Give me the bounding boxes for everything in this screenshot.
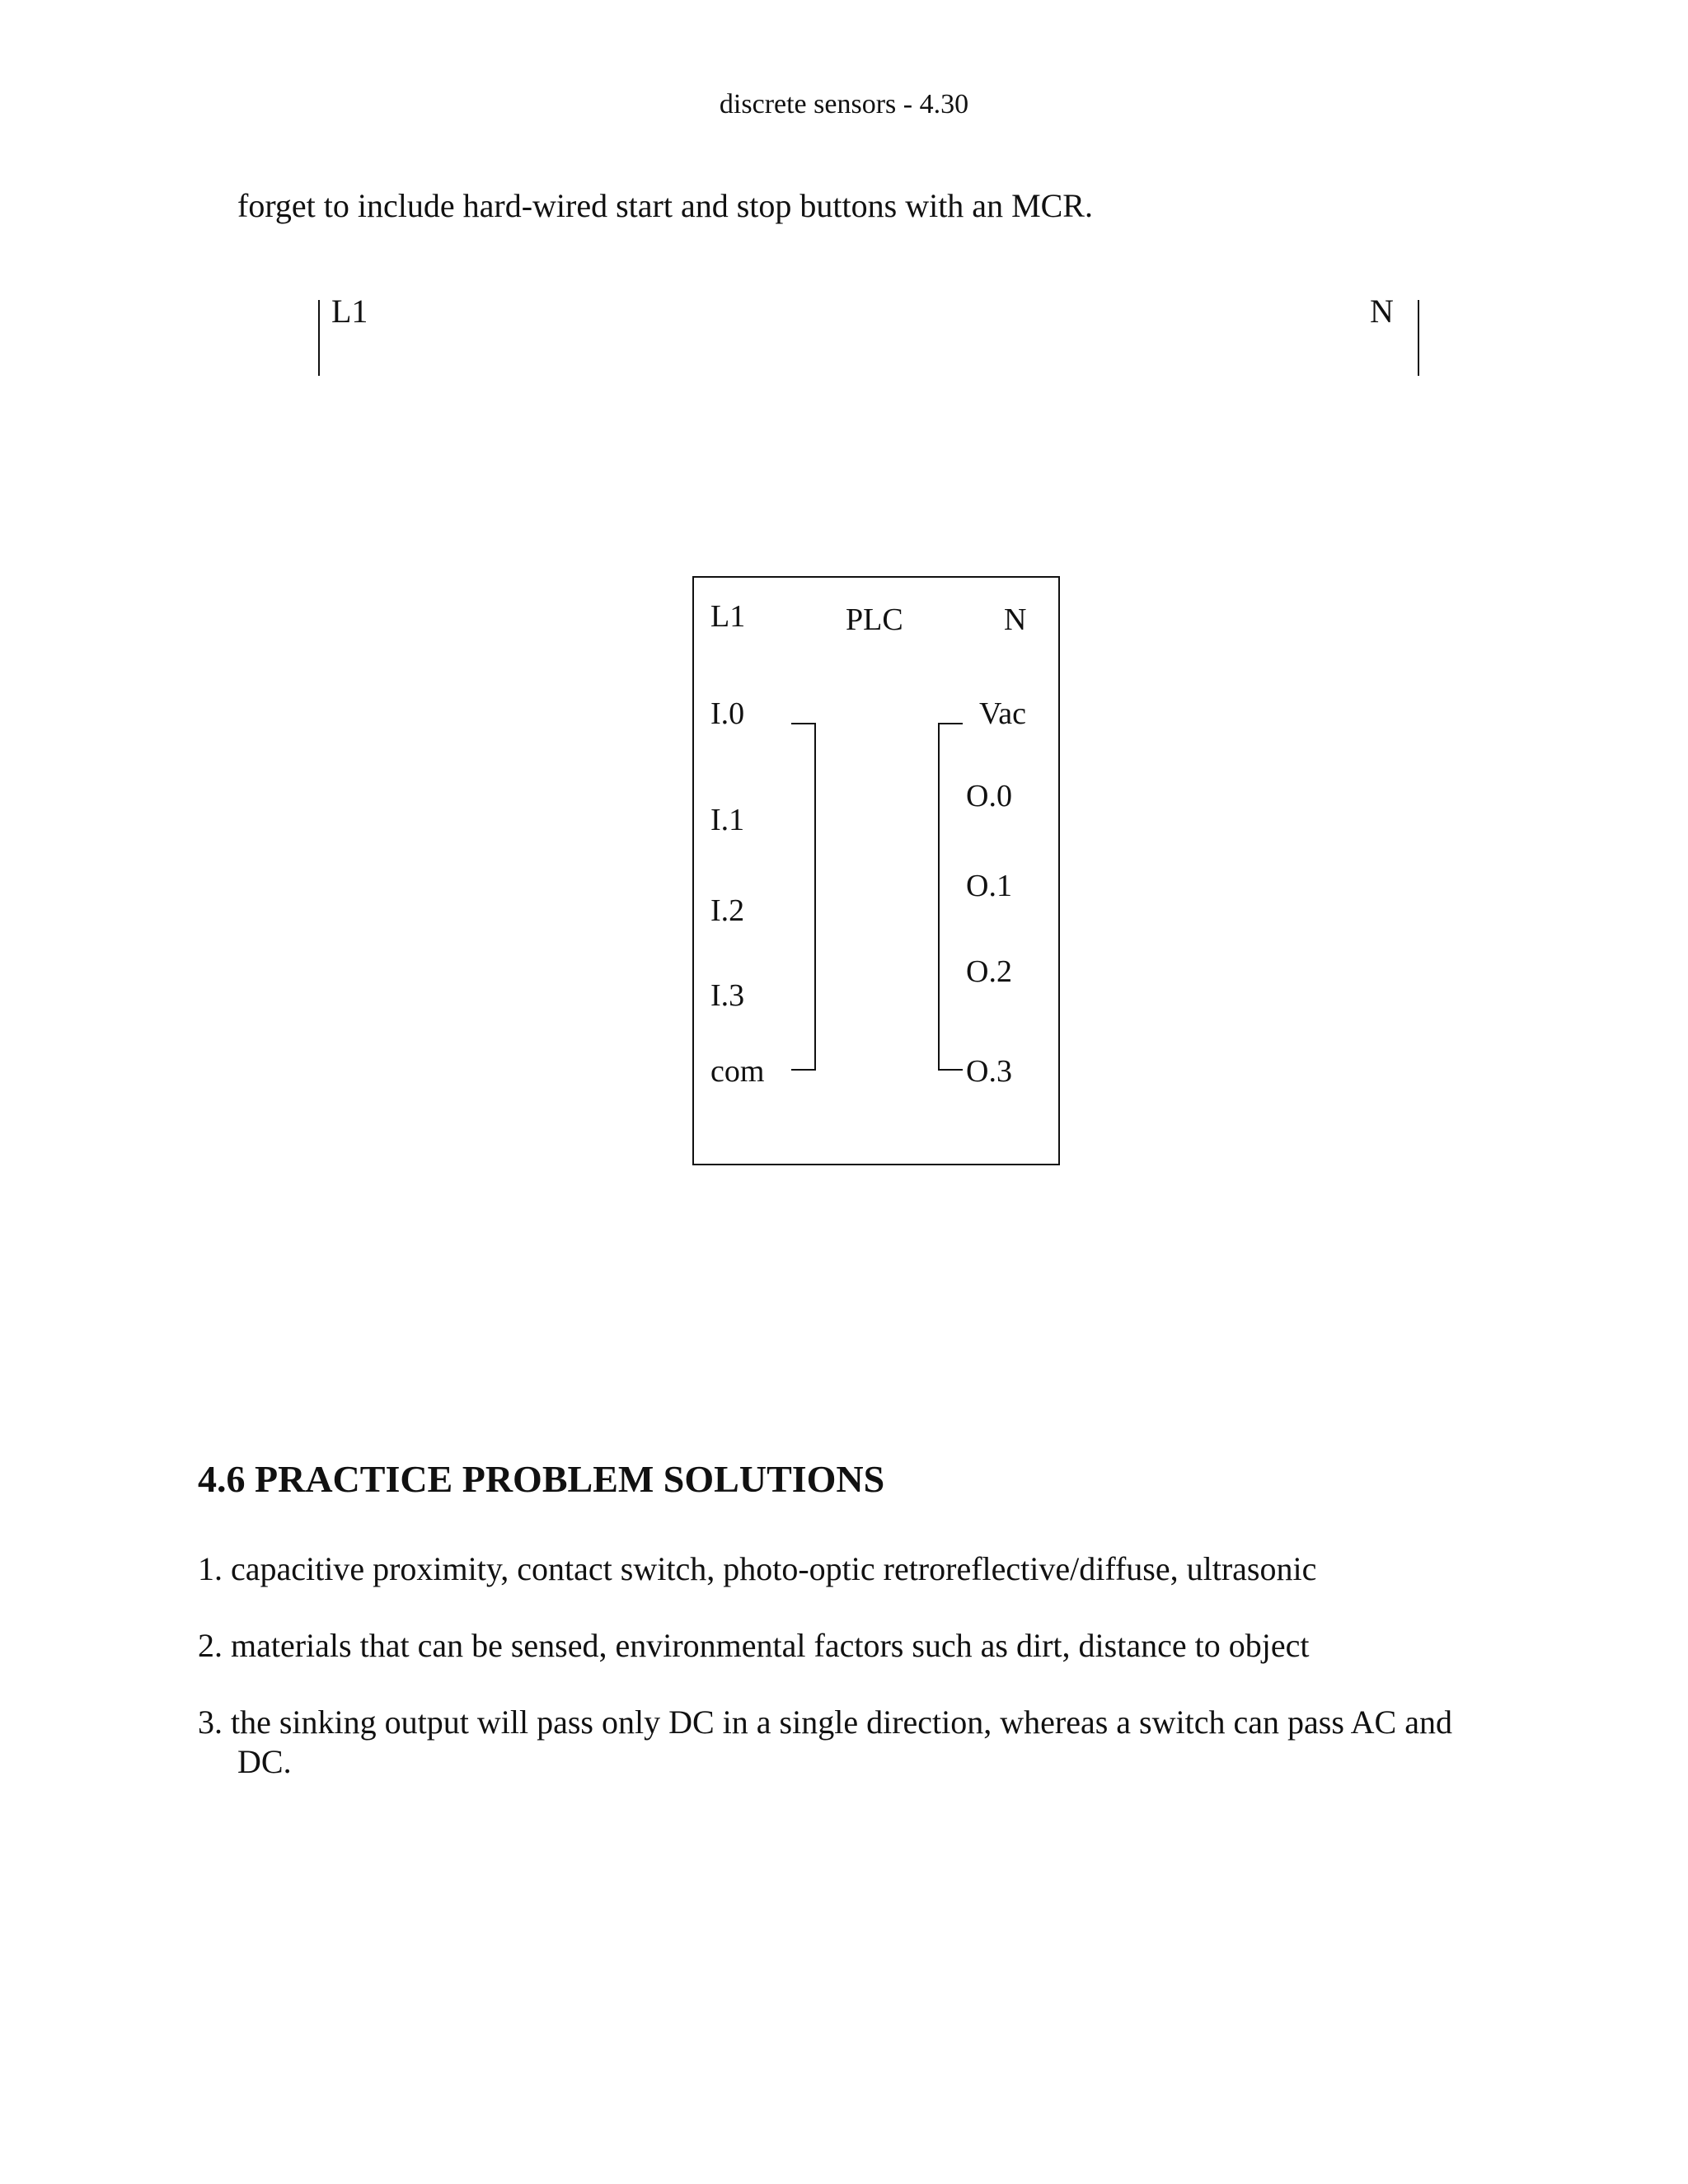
l1-rail-label: L1 xyxy=(331,293,368,330)
input-terminal-i1: I.1 xyxy=(710,803,745,837)
plc-l1-terminal: L1 xyxy=(710,599,746,634)
output-terminal-o0: O.0 xyxy=(966,779,1012,813)
input-terminal-i2: I.2 xyxy=(710,893,745,928)
input-group-bracket xyxy=(791,723,816,1071)
output-terminal-o1: O.1 xyxy=(966,869,1012,903)
l1-rail-line xyxy=(318,300,320,376)
page-header: discrete sensors - 4.30 xyxy=(719,89,969,120)
solution-item-1: 1. capacitive proximity, contact switch, photo-optic retroreflective/diffuse, ultrasonic xyxy=(198,1550,1317,1587)
output-terminal-o3: O.3 xyxy=(966,1054,1012,1089)
solution-item-2: 2. materials that can be sensed, environmental factors such as dirt, distance to object xyxy=(198,1627,1310,1664)
input-terminal-i0: I.0 xyxy=(710,696,745,731)
output-terminal-o2: O.2 xyxy=(966,954,1012,989)
solution-item-3: 3. the sinking output will pass only DC in a single direction, whereas a switch can pass AC and xyxy=(198,1704,1452,1741)
output-group-bracket xyxy=(938,723,963,1071)
section-heading: 4.6 PRACTICE PROBLEM SOLUTIONS xyxy=(198,1458,885,1500)
n-rail-line xyxy=(1418,300,1419,376)
plc-title: PLC xyxy=(846,602,903,637)
output-vac-terminal: Vac xyxy=(979,696,1026,731)
solution-item-3-continuation: DC. xyxy=(237,1743,292,1780)
plc-n-terminal: N xyxy=(1004,602,1027,637)
n-rail-label: N xyxy=(1370,293,1394,330)
input-common-terminal: com xyxy=(710,1054,765,1089)
intro-paragraph: forget to include hard-wired start and stop buttons with an MCR. xyxy=(237,187,1093,224)
input-terminal-i3: I.3 xyxy=(710,978,745,1013)
